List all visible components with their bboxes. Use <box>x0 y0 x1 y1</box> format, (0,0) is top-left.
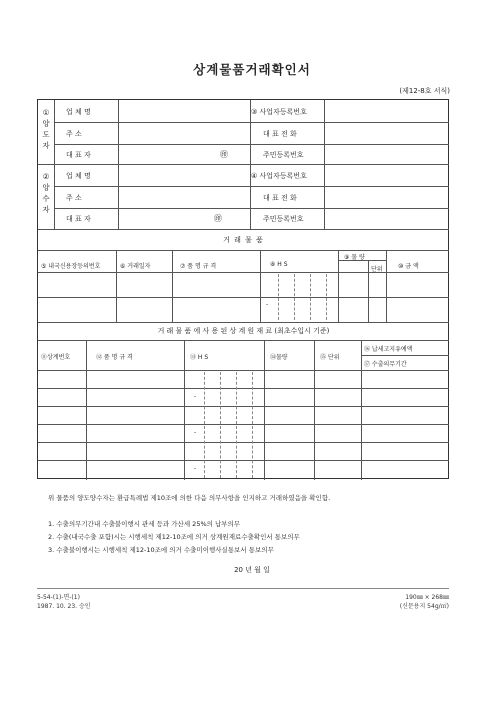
materials-col-unit: ⑮ 단위 <box>320 354 340 361</box>
materials-col-period: ⑰ 수출의무기간 <box>364 361 407 368</box>
buyer-seal-icon: ㊞ <box>214 214 222 223</box>
trade-col-hs: ⑧ H S <box>270 261 288 268</box>
materials-col-item: ⑫ 품 명 규 격 <box>96 354 133 361</box>
seller-idno-label: 주민등록번호 <box>263 151 304 159</box>
materials-col-seq: ⑪상계번호 <box>41 354 71 361</box>
seller-phone-label: 대 표 전 화 <box>263 130 297 138</box>
form-frame <box>37 99 449 479</box>
buyer-rep-label: 대 표 자 <box>66 215 91 223</box>
buyer-name-label: 업 체 명 <box>66 172 91 180</box>
trade-col-unit: 단위 <box>371 266 383 273</box>
seller-bizno-label: ③ 사업자등록번호 <box>251 108 307 116</box>
form-number: (제12-8호 서식) <box>399 87 450 95</box>
materials-col-hs: ⑬ H S <box>190 354 209 361</box>
trade-section-title: 거 래 물 품 <box>223 236 264 244</box>
buyer-address-label: 주 소 <box>66 194 82 202</box>
note-1: 1. 수출의무기간내 수출불이행시 관세 등과 가산세 25%의 납부의무 <box>48 520 241 528</box>
seller-address-label: 주 소 <box>66 130 82 138</box>
materials-hs-dash-3: - <box>194 465 197 472</box>
materials-col-qty: ⑭물량 <box>270 354 288 361</box>
trade-col-credit-no: ⑤ 내국신용장등의번호 <box>41 263 101 270</box>
footer-code: 5-54-(1)-면-(1) <box>37 594 80 601</box>
trade-col-amount: ⑩ 금 액 <box>398 263 419 270</box>
seller-name-label: 업 체 명 <box>66 108 91 116</box>
footer-size: 190㎜ × 268㎜ <box>405 594 449 601</box>
trade-col-qty: ⑨ 물 량 <box>344 254 365 261</box>
page-title: 상계물품거래확인서 <box>193 62 311 77</box>
seller-label: ① 양 도 자 <box>42 108 50 150</box>
trade-col-date: ⑥ 거래일자 <box>120 263 151 270</box>
buyer-label: ② 양 수 자 <box>42 172 50 214</box>
trade-hs-dash: - <box>266 301 269 308</box>
note-3: 3. 수출불이행시는 시행세칙 제12-10조에 의거 수출미이행사실통보서 통보의무 <box>48 546 274 554</box>
buyer-idno-label: 주민등록번호 <box>263 215 304 223</box>
trade-col-item: ⑦ 품 명 규 격 <box>180 263 217 270</box>
materials-hs-dash-2: - <box>194 429 197 436</box>
buyer-phone-label: 대 표 전 화 <box>263 194 297 202</box>
materials-section-title: 거 래 물 품 에 사 용 된 상 계 원 재 료 (최초수입시 기준) <box>157 327 330 335</box>
note-2: 2. 수출(내국수출 포함)시는 시행세칙 제12-10조에 의거 상계원재료수출확인서 통보의무 <box>48 533 300 541</box>
seller-seal-icon: ㊞ <box>220 150 228 159</box>
footer-approval: 1987. 10. 23. 승인 <box>37 603 91 610</box>
materials-hs-dash-1: - <box>194 393 197 400</box>
seller-rep-label: 대 표 자 <box>66 151 91 159</box>
buyer-bizno-label: ④ 사업자등록번호 <box>251 172 307 180</box>
statement-text: 위 물품의 양도양수자는 환급특례법 제10조에 의한 다음 의무사항을 인지하고 거래하였음을 확인함. <box>48 494 331 502</box>
materials-col-tax: ⑯ 납세고지유예액 <box>364 346 413 353</box>
date-line: 20 년 월 일 <box>234 566 270 574</box>
footer-paper: (신문용지 54g/㎡) <box>399 603 449 610</box>
